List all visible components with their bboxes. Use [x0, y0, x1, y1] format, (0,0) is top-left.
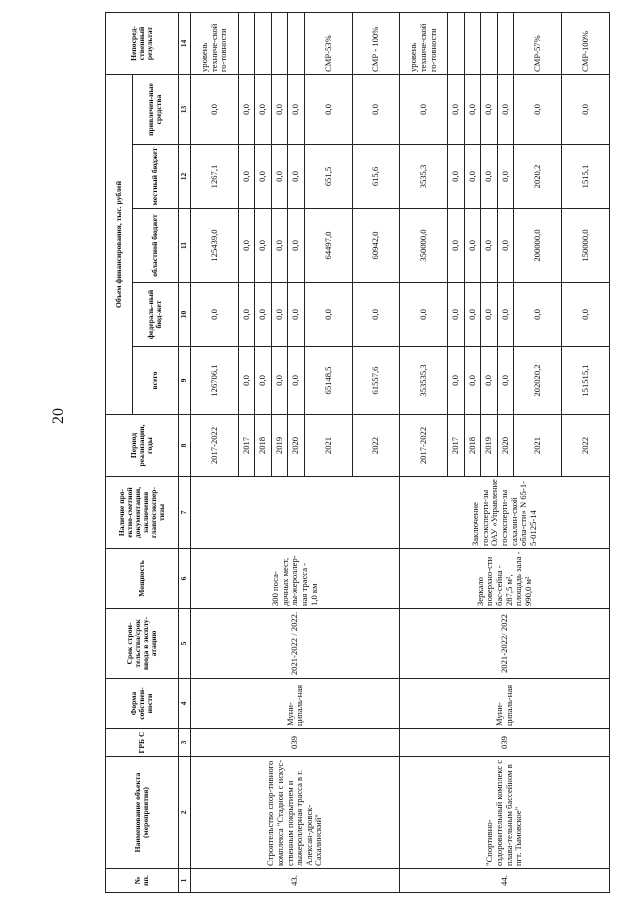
federal-cell: 0,0	[464, 283, 481, 347]
result-cell: уровень техниче-ской го-товности	[400, 13, 448, 75]
object-ownership: Муни-ципаль-ная	[400, 679, 610, 729]
attracted-cell: 0,0	[305, 75, 353, 145]
object-grbs: 039	[400, 729, 610, 757]
column-number: 6	[178, 549, 190, 609]
header-object-name: Наименование объекта (мероприятия)	[106, 757, 179, 869]
regional-cell: 0,0	[448, 209, 465, 283]
column-number: 8	[178, 415, 190, 477]
federal-cell: 0,0	[238, 283, 255, 347]
regional-cell: 60942,0	[352, 209, 400, 283]
attracted-cell: 0,0	[400, 75, 448, 145]
period-cell: 2017-2022	[191, 415, 239, 477]
total-cell: 0,0	[238, 347, 255, 415]
federal-cell: 0,0	[352, 283, 400, 347]
header-financing: Объем финансирования, тыс. рублей	[106, 75, 133, 415]
total-cell: 0,0	[271, 347, 288, 415]
column-number: 4	[178, 679, 190, 729]
header-total: всего	[132, 347, 178, 415]
federal-cell: 0,0	[255, 283, 272, 347]
header-grbs: ГРБ С	[106, 729, 179, 757]
period-cell: 2017	[238, 415, 255, 477]
local-cell: 0,0	[497, 145, 514, 209]
attracted-cell: 0,0	[562, 75, 610, 145]
attracted-cell: 0,0	[448, 75, 465, 145]
result-cell	[255, 13, 272, 75]
total-cell: 353535,3	[400, 347, 448, 415]
result-cell: СМР - 100%	[352, 13, 400, 75]
object-ownership: Муни-ципаль-ная	[191, 679, 400, 729]
data-row	[191, 13, 239, 893]
object-name: Строительство спор-тивного комплекса "Стадион с искус-ственным покрытием и лыжероллерная трасса в г. Алексан-дровск-Сахалинский"	[191, 757, 400, 869]
attracted-cell: 0,0	[271, 75, 288, 145]
period-cell: 2019	[271, 415, 288, 477]
page-number: 20	[50, 408, 67, 424]
regional-cell: 64497,0	[305, 209, 353, 283]
regional-cell: 0,0	[288, 209, 305, 283]
total-cell: 0,0	[448, 347, 465, 415]
financing-table	[105, 12, 610, 893]
regional-cell: 350000,0	[400, 209, 448, 283]
column-number: 1	[178, 869, 190, 893]
column-number: 12	[178, 145, 190, 209]
total-cell: 61557,6	[352, 347, 400, 415]
period-cell: 2019	[481, 415, 498, 477]
result-cell	[288, 13, 305, 75]
column-number: 14	[178, 13, 190, 75]
column-number: 11	[178, 209, 190, 283]
period-cell: 2022	[562, 415, 610, 477]
total-cell: 65148,5	[305, 347, 353, 415]
rotated-page	[105, 13, 610, 893]
result-cell	[238, 13, 255, 75]
local-cell: 615,6	[352, 145, 400, 209]
result-cell: СМР-100%	[562, 13, 610, 75]
object-number: 43.	[191, 869, 400, 893]
attracted-cell: 0,0	[238, 75, 255, 145]
federal-cell: 0,0	[562, 283, 610, 347]
column-number: 13	[178, 75, 190, 145]
period-cell: 2020	[497, 415, 514, 477]
result-cell: уровень техниче-ской го-товности	[191, 13, 239, 75]
header-result: Непосред-ственный результат	[106, 13, 179, 75]
object-documentation: Заключение госэксперти-зы ОАУ «Управление госэксперти-зы сахалин-ской обла-сти» N 65-1-5-0125-14	[400, 477, 610, 549]
local-cell: 2020,2	[514, 145, 562, 209]
result-cell: СМР-57%	[514, 13, 562, 75]
local-cell: 0,0	[288, 145, 305, 209]
header-documentation: Наличие про-ектно-сметной документации, заключения главгосэкспер-тизы	[106, 477, 179, 549]
period-cell: 2017-2022	[400, 415, 448, 477]
attracted-cell: 0,0	[191, 75, 239, 145]
total-cell: 0,0	[255, 347, 272, 415]
local-cell: 1267,1	[191, 145, 239, 209]
attracted-cell: 0,0	[481, 75, 498, 145]
object-documentation	[191, 477, 400, 549]
attracted-cell: 0,0	[352, 75, 400, 145]
federal-cell: 0,0	[481, 283, 498, 347]
period-cell: 2018	[464, 415, 481, 477]
period-cell: 2017	[448, 415, 465, 477]
header-number: № пп.	[106, 869, 179, 893]
federal-cell: 0,0	[514, 283, 562, 347]
header-term: Срок строи-тельства/срок ввода в эксплу-атацию	[106, 609, 179, 679]
header-period: Период реализации, годы	[106, 415, 179, 477]
result-cell	[448, 13, 465, 75]
federal-cell: 0,0	[191, 283, 239, 347]
total-cell: 0,0	[464, 347, 481, 415]
federal-cell: 0,0	[448, 283, 465, 347]
header-attracted: привлечен-ные средства	[132, 75, 178, 145]
object-capacity: 300 поса-дочных мест, лы-жероллер-ная трасса - 1,0 км	[191, 549, 400, 609]
result-cell: СМР-53%	[305, 13, 353, 75]
local-cell: 0,0	[255, 145, 272, 209]
result-cell	[464, 13, 481, 75]
data-row	[400, 13, 448, 893]
local-cell: 0,0	[448, 145, 465, 209]
local-cell: 0,0	[271, 145, 288, 209]
total-cell: 0,0	[481, 347, 498, 415]
attracted-cell: 0,0	[464, 75, 481, 145]
object-number: 44.	[400, 869, 610, 893]
regional-cell: 150000,0	[562, 209, 610, 283]
column-number: 10	[178, 283, 190, 347]
total-cell: 0,0	[497, 347, 514, 415]
total-cell: 126706,1	[191, 347, 239, 415]
local-cell: 0,0	[481, 145, 498, 209]
local-cell: 1515,1	[562, 145, 610, 209]
regional-cell: 0,0	[497, 209, 514, 283]
total-cell: 202020,2	[514, 347, 562, 415]
header-regional: областной бюджет	[132, 209, 178, 283]
local-cell: 651,5	[305, 145, 353, 209]
local-cell: 0,0	[238, 145, 255, 209]
federal-cell: 0,0	[288, 283, 305, 347]
column-number: 3	[178, 729, 190, 757]
column-number: 7	[178, 477, 190, 549]
regional-cell: 125439,0	[191, 209, 239, 283]
period-cell: 2018	[255, 415, 272, 477]
object-term: 2021-2022/ 2022	[400, 609, 610, 679]
federal-cell: 0,0	[497, 283, 514, 347]
total-cell: 0,0	[288, 347, 305, 415]
regional-cell: 0,0	[464, 209, 481, 283]
total-cell: 151515,1	[562, 347, 610, 415]
local-cell: 0,0	[464, 145, 481, 209]
regional-cell: 0,0	[481, 209, 498, 283]
header-local: местный бюджет	[132, 145, 178, 209]
result-cell	[497, 13, 514, 75]
column-number: 9	[178, 347, 190, 415]
period-cell: 2021	[514, 415, 562, 477]
period-cell: 2020	[288, 415, 305, 477]
object-name: "Спортивно-оздоровительный комплекс с плава-тельным бассейном в пгт. Тымовское"	[400, 757, 610, 869]
attracted-cell: 0,0	[255, 75, 272, 145]
local-cell: 3535,3	[400, 145, 448, 209]
federal-cell: 0,0	[271, 283, 288, 347]
period-cell: 2021	[305, 415, 353, 477]
regional-cell: 0,0	[238, 209, 255, 283]
object-grbs: 039	[191, 729, 400, 757]
federal-cell: 0,0	[305, 283, 353, 347]
column-number: 5	[178, 609, 190, 679]
column-number-row	[178, 13, 190, 893]
result-cell	[271, 13, 288, 75]
header-capacity: Мощность	[106, 549, 179, 609]
object-term: 2021-2022 / 2022.	[191, 609, 400, 679]
federal-cell: 0,0	[400, 283, 448, 347]
attracted-cell: 0,0	[288, 75, 305, 145]
header-federal: федераль-ный бюд-жет	[132, 283, 178, 347]
object-capacity: Зеркало поверхно-сти бас-сейна - 287,5 м², площадь зала - 990,0 м²	[400, 549, 610, 609]
regional-cell: 0,0	[255, 209, 272, 283]
attracted-cell: 0,0	[497, 75, 514, 145]
regional-cell: 200000,0	[514, 209, 562, 283]
attracted-cell: 0,0	[514, 75, 562, 145]
column-number: 2	[178, 757, 190, 869]
header-ownership: Форма собствен-ности	[106, 679, 179, 729]
period-cell: 2022	[352, 415, 400, 477]
result-cell	[481, 13, 498, 75]
regional-cell: 0,0	[271, 209, 288, 283]
